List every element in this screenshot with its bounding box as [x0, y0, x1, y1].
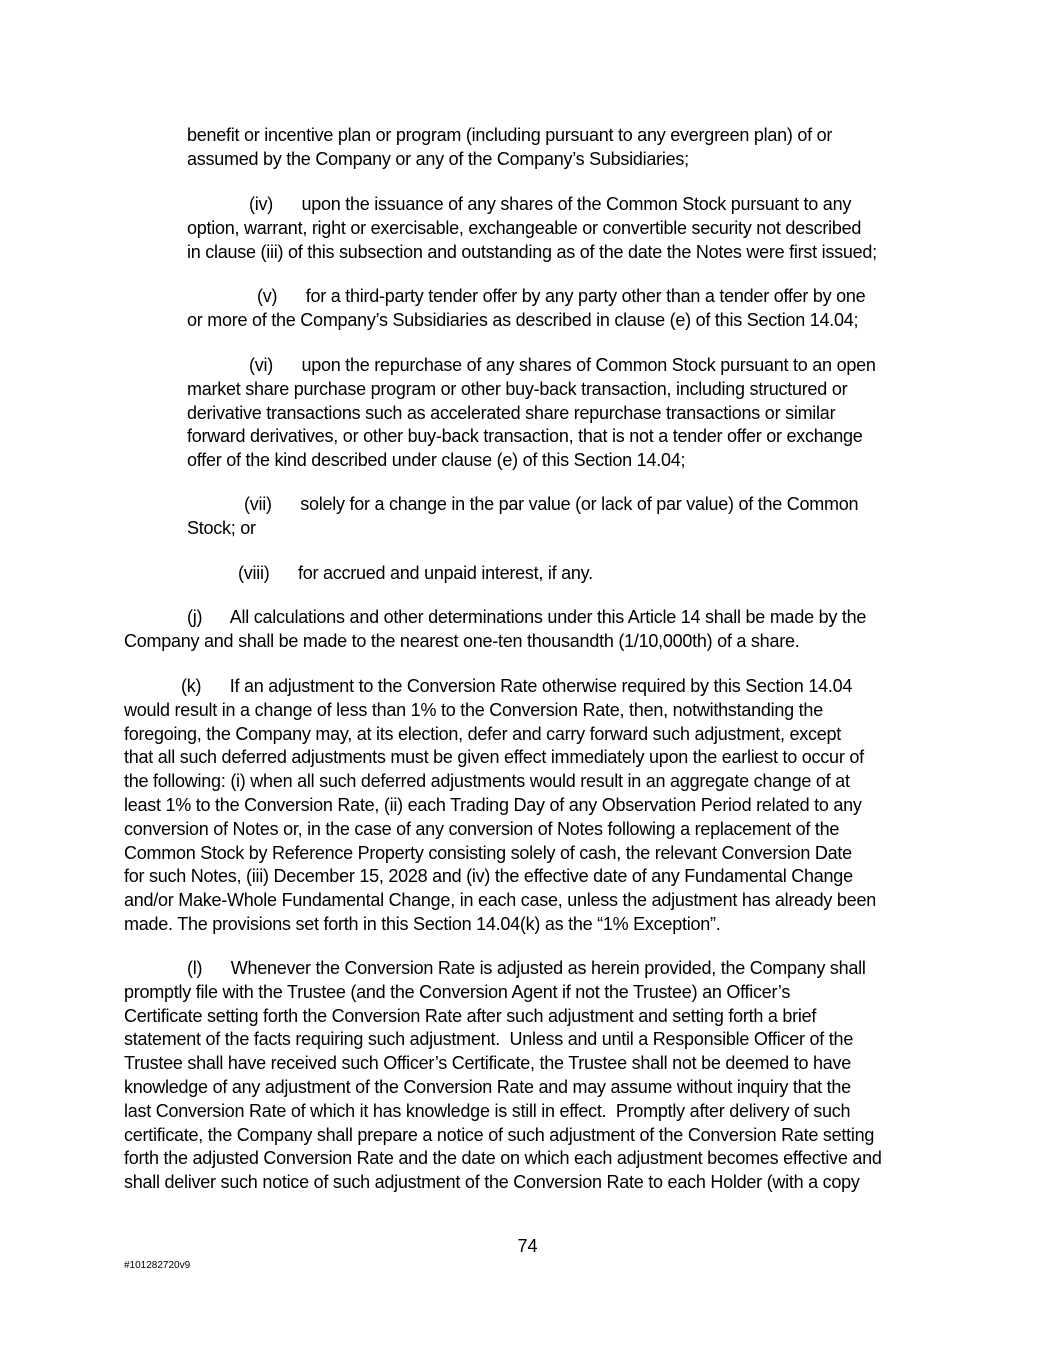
text-line: Certificate setting forth the Conversion Rate after such adjustment and setting forth a brief [124, 1005, 817, 1026]
text-line: least 1% to the Conversion Rate, (ii) each Trading Day of any Observation Period related to any [124, 794, 862, 815]
text-line: Common Stock by Reference Property consisting solely of cash, the relevant Conversion Date [124, 842, 852, 863]
section-l [124, 957, 882, 1195]
text-line: promptly file with the Trustee (and the Conversion Agent if not the Trustee) an Officer’s [124, 981, 791, 1002]
text-line: certificate, the Company shall prepare a notice of such adjustment of the Conversion Rate setting [124, 1124, 875, 1145]
text-line: option, warrant, right or exercisable, exchangeable or convertible security not described [187, 217, 862, 238]
text-line: knowledge of any adjustment of the Conversion Rate and may assume without inquiry that the [124, 1076, 851, 1097]
section-k [124, 675, 876, 937]
text-line: would result in a change of less than 1% to the Conversion Rate, then, notwithstanding the [124, 699, 823, 720]
text-line: the following: (i) when all such deferred adjustments would result in an aggregate change of at [124, 771, 850, 792]
text-line: for such Notes, (iii) December 15, 2028 and (iv) the effective date of any Fundamental Change [124, 866, 853, 887]
text-line: market share purchase program or other buy-back transaction, including structured or [187, 378, 848, 399]
text-line: or more of the Company’s Subsidiaries as described in clause (e) of this Section 14.04; [187, 309, 859, 330]
text-line: shall deliver such notice of such adjustment of the Conversion Rate to each Holder (with a copy [124, 1172, 860, 1193]
text-line: (v) for a third-party tender offer by any party other than a tender offer by one [257, 286, 866, 306]
text-line: (iv) upon the issuance of any shares of the Common Stock pursuant to any [249, 194, 852, 214]
text-line: and/or Make-Whole Fundamental Change, in each case, unless the adjustment has already been [124, 890, 876, 911]
text-line: Trustee shall have received such Officer’s Certificate, the Trustee shall not be deemed to have [124, 1053, 851, 1074]
text-line: forth the adjusted Conversion Rate and the date on which each adjustment becomes effective and [124, 1148, 882, 1169]
text-line: derivative transactions such as accelerated share repurchase transactions or similar [187, 402, 836, 423]
text-line: forward derivatives, or other buy-back transaction, that is not a tender offer or exchange [187, 426, 863, 447]
clause-v [187, 285, 865, 333]
text-line: assumed by the Company or any of the Company’s Subsidiaries; [187, 148, 689, 169]
text-line: (l) Whenever the Conversion Rate is adjusted as herein provided, the Company shall [187, 958, 866, 978]
document-id: #101282720v9 [124, 1260, 191, 1271]
text-line: last Conversion Rate of which it has knowledge is still in effect. Promptly after delivery of such [124, 1100, 851, 1121]
text-line: (k) If an adjustment to the Conversion Rate otherwise required by this Section 14.04 [181, 676, 853, 696]
text-line: (vi) upon the repurchase of any shares of Common Stock pursuant to an open [249, 355, 876, 375]
text-line: (vii) solely for a change in the par value (or lack of par value) of the Common [244, 494, 859, 514]
text-line: (j) All calculations and other determinations under this Article 14 shall be made by the [187, 607, 867, 627]
text-line: in clause (iii) of this subsection and outstanding as of the date the Notes were first issued; [187, 241, 877, 262]
text-line: benefit or incentive plan or program (including pursuant to any evergreen plan) of or [187, 125, 833, 145]
clause-vii [187, 493, 858, 541]
text-line: that all such deferred adjustments must be given effect immediately upon the earliest to occur of [124, 747, 864, 768]
text-line: conversion of Notes or, in the case of any conversion of Notes following a replacement of the [124, 818, 840, 839]
clause-iv [187, 193, 877, 264]
text-line: Company and shall be made to the nearest one-ten thousandth (1/10,000th) of a share. [124, 630, 800, 651]
text-line: made. The provisions set forth in this Section 14.04(k) as the “1% Exception”. [124, 913, 721, 934]
page-number: 74 [517, 1236, 538, 1256]
clause-viii [187, 562, 593, 586]
text-line: statement of the facts requiring such adjustment. Unless and until a Responsible Officer of the [124, 1029, 854, 1050]
section-j [124, 606, 866, 654]
text-line: offer of the kind described under clause (e) of this Section 14.04; [187, 450, 686, 471]
text-line: (viii) for accrued and unpaid interest, if any. [238, 563, 593, 583]
text-line: Stock; or [187, 517, 256, 538]
clause-vi [187, 354, 876, 473]
text-line: foregoing, the Company may, at its election, defer and carry forward such adjustment, except [124, 723, 842, 744]
paragraph-continuation [187, 124, 832, 172]
